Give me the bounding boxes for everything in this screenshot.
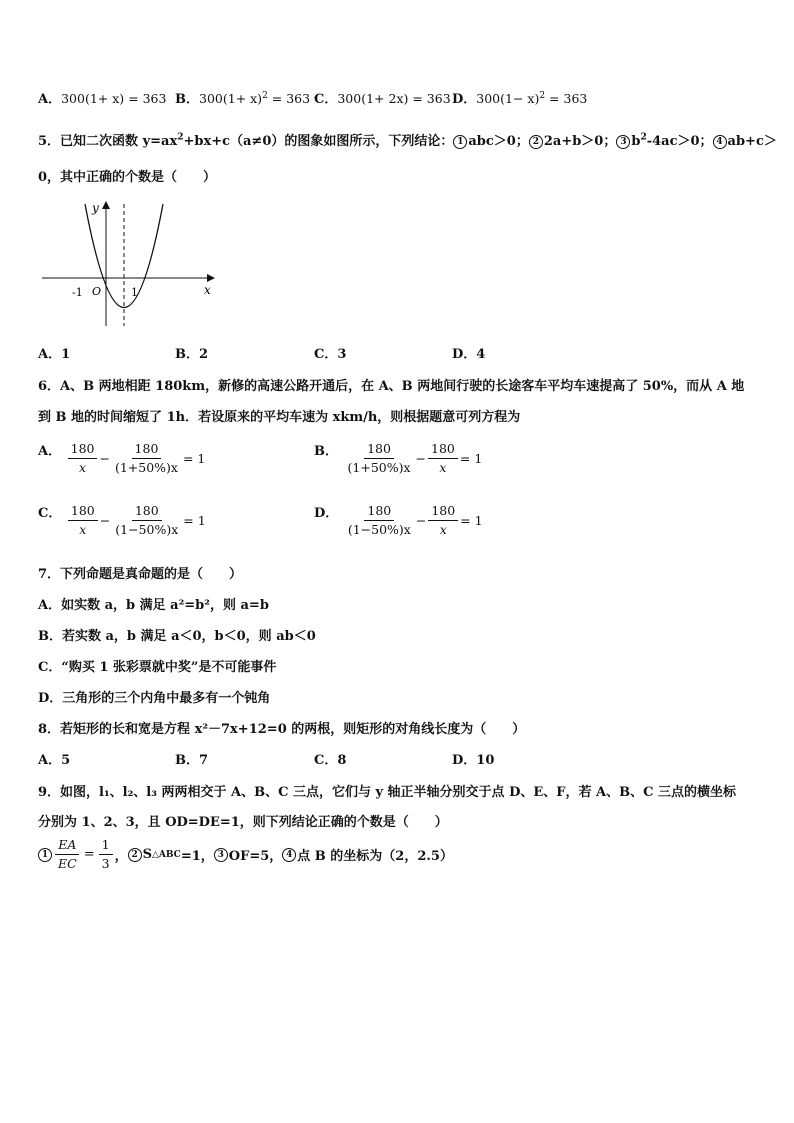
q9-circled-4: 4 — [282, 848, 296, 862]
denominator: (1+50%)x — [114, 460, 178, 475]
q9-stmt-3: OF=5， — [228, 849, 283, 864]
equals-sign: = — [83, 847, 95, 862]
equals-rhs: = 1 — [459, 451, 483, 466]
numerator: 180 — [68, 442, 98, 459]
q8-option-a: A．5 — [38, 753, 71, 768]
separator: ， — [114, 849, 128, 864]
denominator: 3 — [101, 856, 110, 871]
numerator: 1 — [99, 838, 113, 855]
denominator: x — [439, 460, 447, 475]
q9-stmt-2b: =1， — [180, 849, 214, 864]
q6-stem-line1: 6．A、B 两地相距 180km，新修的高速公路开通后，在 A、B 两地间行驶的长途客车平均车速提高了 50%，而从 A 地 — [38, 379, 745, 394]
minus-sign: − — [99, 451, 110, 466]
q5-stem-line2: 0，其中正确的个数是（ ） — [38, 170, 217, 185]
q5-stmt-2: 2a+b＞0； — [543, 134, 617, 149]
denominator: x — [79, 460, 87, 475]
q7-option-d: D．三角形的三个内角中最多有一个钝角 — [38, 691, 271, 706]
q6-stem-line2: 到 B 地的时间缩短了 1h．若设原来的平均车速为 xkm/h，则根据题意可列方程为 — [38, 410, 521, 425]
fraction — [345, 504, 414, 537]
q5-circled-4: 4 — [713, 135, 727, 149]
denominator: (1−50%)x — [347, 522, 411, 537]
q8-stem: 8．若矩形的长和宽是方程 x²－7x+12=0 的两根，则矩形的对角线长度为（ ） — [38, 722, 526, 737]
q6-option-d — [314, 502, 483, 537]
q6-option-c-label: C． — [38, 506, 62, 521]
q6-option-c — [38, 502, 206, 537]
q8-option-d: D．10 — [452, 753, 495, 768]
q5-stmt-3b: -4ac＞0； — [646, 134, 713, 149]
denominator: (1+50%)x — [347, 460, 411, 475]
q6-option-b — [314, 440, 482, 475]
numerator: 180 — [364, 442, 394, 459]
denominator: x — [439, 522, 447, 537]
equals-rhs: = 1 — [183, 513, 206, 528]
q4-option-a-label: A． — [38, 92, 62, 107]
q4-option-b-expr — [199, 91, 310, 106]
fraction — [428, 442, 458, 475]
q5-stmt-1: abc＞0； — [468, 134, 529, 149]
x-axis-label: x — [204, 283, 211, 297]
denominator: (1−50%)x — [115, 522, 179, 537]
numerator: 180 — [132, 442, 162, 459]
q7-option-a: A．如实数 a，b 满足 a²=b²，则 a=b — [38, 598, 269, 613]
q5-stem-a: 5．已知二次函数 y=ax — [38, 134, 178, 149]
q5-option-d: D．4 — [452, 347, 486, 362]
q5-stem-line1 — [38, 130, 777, 149]
q6-option-b-label: B． — [314, 444, 338, 459]
q6-option-a-equation — [66, 442, 206, 475]
q5-option-c: C．3 — [314, 347, 347, 362]
q5-circled-2: 2 — [529, 135, 543, 149]
q7-option-b: B．若实数 a，b 满足 a＜0，b＜0，则 ab＜0 — [38, 629, 316, 644]
q5-stem-sup: 2 — [177, 132, 184, 143]
minus-sign: − — [415, 513, 427, 528]
q4-option-b-expr-pre: 300(1+ x) — [199, 91, 263, 106]
q4-option-b-expr-post: = 363 — [267, 91, 311, 106]
numerator: 180 — [68, 504, 98, 521]
q4-option-c-expr: 300(1+ 2x) = 363 — [337, 91, 451, 106]
q9-stem-line1: 9．如图，l₁、l₂、l₃ 两两相交于 A、B、C 三点，它们与 y 轴正半轴分别交于点 D、E、F，若 A、B、C 三点的横坐标 — [38, 785, 736, 800]
q6-option-d-label: D． — [314, 506, 339, 521]
q9-fraction-one-third — [99, 838, 113, 871]
q5-stmt-3-sup: 2 — [640, 132, 647, 143]
q4-option-b-label: B． — [175, 92, 199, 107]
q4-option-d-expr-pre: 300(1− x) — [476, 91, 540, 106]
q8-option-c: C．8 — [314, 753, 347, 768]
q9-stmt-2a: S — [142, 847, 152, 862]
fraction — [112, 504, 181, 537]
minus-sign: − — [415, 451, 427, 466]
q4-option-b-sup: 2 — [262, 90, 268, 101]
fraction — [428, 504, 458, 537]
q6-option-a — [38, 440, 205, 475]
q5-option-b: B．2 — [175, 347, 209, 362]
origin-label: O — [92, 285, 102, 298]
q4-option-d-label: D． — [452, 92, 477, 107]
q9-circled-3: 3 — [214, 848, 228, 862]
q5-stmt-3a: b — [631, 134, 641, 149]
denominator: EC — [58, 856, 77, 871]
q4-option-b — [175, 88, 310, 107]
q4-option-c-label: C． — [314, 92, 338, 107]
numerator: EA — [55, 838, 79, 855]
q9-stem-line2: 分别为 1、2、3，且 OD=DE=1，则下列结论正确的个数是（ ） — [38, 815, 448, 830]
q5-option-a: A．1 — [38, 347, 71, 362]
minus-sign: − — [99, 513, 111, 528]
q9-circled-2: 2 — [128, 848, 142, 862]
q4-option-a-expr: 300(1+ x) = 363 — [61, 91, 167, 106]
q6-option-d-equation — [343, 504, 483, 537]
fraction — [345, 442, 414, 475]
fraction — [68, 442, 98, 475]
q7-option-c: C．“购买 1 张彩票就中奖”是不可能事件 — [38, 660, 277, 675]
q4-option-d-sup: 2 — [539, 90, 546, 101]
equals-rhs: = 1 — [182, 451, 206, 466]
q5-parabola-graph — [38, 196, 220, 332]
denominator: x — [79, 522, 87, 537]
q4-option-d-expr — [476, 91, 587, 106]
numerator: 180 — [428, 442, 458, 459]
q4-option-c — [314, 88, 451, 107]
q9-circled-1: 1 — [38, 848, 52, 862]
q7-stem: 7．下列命题是真命题的是（ ） — [38, 567, 243, 582]
q4-option-d — [452, 88, 587, 107]
q5-stmt-4: ab+c＞ — [727, 134, 777, 149]
q4-option-d-expr-post: = 363 — [545, 91, 588, 106]
q8-option-b: B．7 — [175, 753, 209, 768]
q9-stmt-2-sub: △ABC — [151, 849, 181, 860]
numerator: 180 — [428, 504, 458, 521]
q5-circled-1: 1 — [453, 135, 467, 149]
q6-option-b-equation — [343, 442, 483, 475]
q9-stmt-4: 点 B 的坐标为（2，2.5） — [297, 849, 453, 864]
fraction — [112, 442, 181, 475]
q5-stem-b: +bx+c（a≠0）的图象如图所示，下列结论： — [183, 134, 454, 149]
q6-option-a-label: A． — [38, 444, 62, 459]
q5-circled-3: 3 — [616, 135, 630, 149]
q9-fraction-ea-ec — [55, 838, 80, 871]
tick-1-label: 1 — [131, 286, 138, 299]
q9-statements — [38, 838, 453, 871]
numerator: 180 — [132, 504, 162, 521]
q4-option-a — [38, 88, 166, 107]
fraction — [68, 504, 98, 537]
q6-option-c-equation — [66, 504, 206, 537]
numerator: 180 — [364, 504, 394, 521]
y-axis-label: y — [92, 201, 99, 215]
tick-neg1-label: -1 — [72, 286, 83, 299]
equals-rhs: = 1 — [460, 513, 483, 528]
